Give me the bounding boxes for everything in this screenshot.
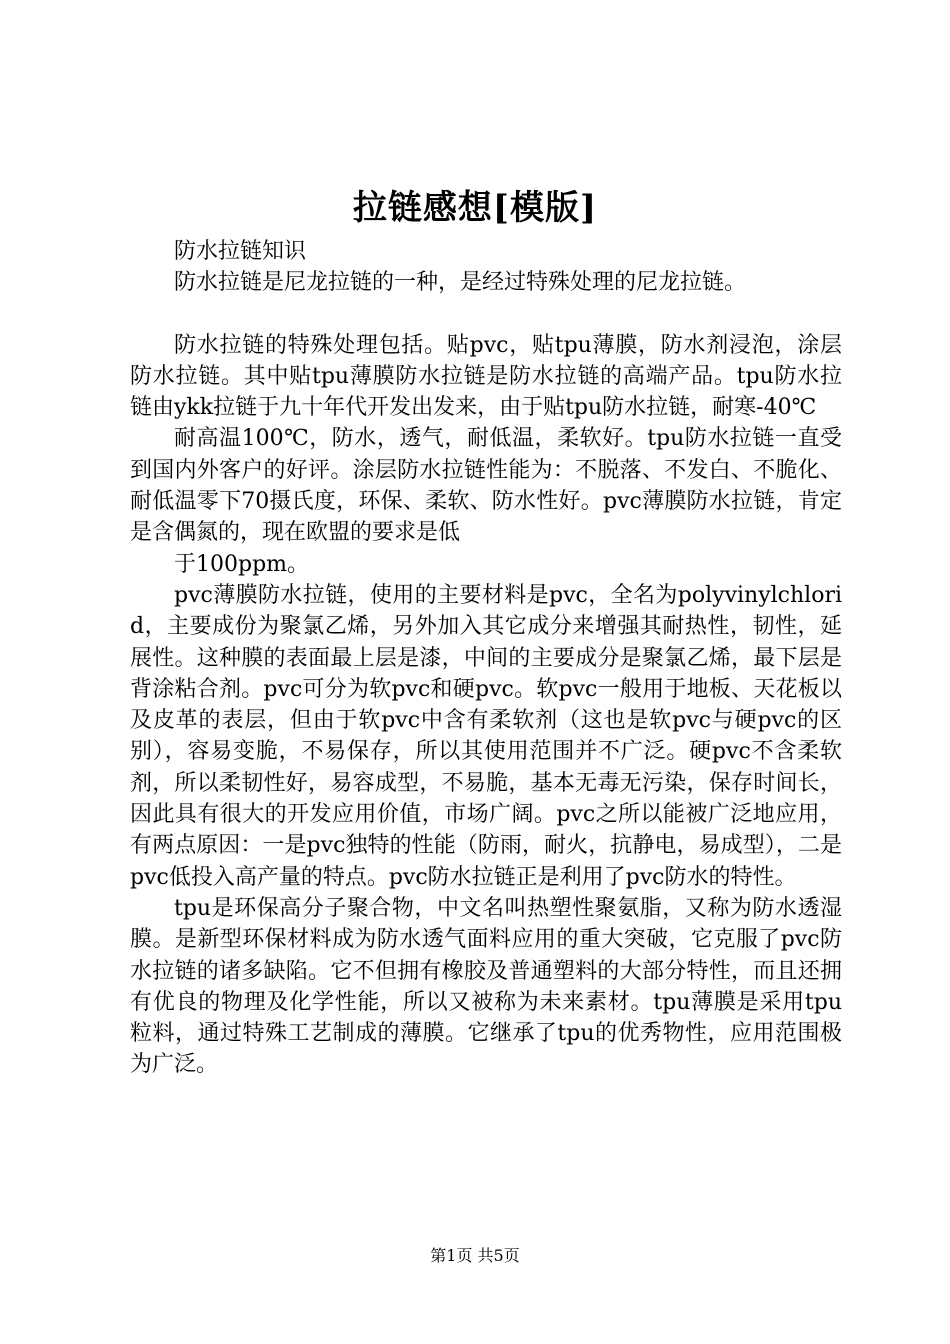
paragraph: 耐高温100℃，防水，透气，耐低温，柔软好。tpu防水拉链一直受到国内外客户的好评。涂层防水拉链性能为：不脱落、不发白、不脆化、耐低温零下70摄氏度，环保、柔软、防水性好。pvc薄膜防水拉链，肯定是含偶氮的，现在欧盟的要求是低 <box>130 426 842 546</box>
paragraph: 防水拉链是尼龙拉链的一种，是经过特殊处理的尼龙拉链。 <box>174 270 747 296</box>
page-title: 拉链感想[模版] <box>352 188 598 228</box>
paragraph: 防水拉链的特殊处理包括。贴pvc，贴tpu薄膜，防水剂浸泡，涂层防水拉链。其中贴tpu薄膜防水拉链是防水拉链的高端产品。tpu防水拉链由ykk拉链于九十年代开发出发来，由于贴tpu防水拉链，耐寒-40℃ <box>130 332 842 421</box>
paragraph: 于100ppm。 <box>174 551 310 577</box>
document-body <box>130 236 842 1081</box>
paragraph: pvc薄膜防水拉链，使用的主要材料是pvc，全名为polyvinylchlorid，主要成份为聚氯乙烯，另外加入其它成分来增强其耐热性，韧性，延展性。这种膜的表面最上层是漆，中间的主要成分是聚氯乙烯，最下层是背涂粘合剂。pvc可分为软pvc和硬pvc。软pvc一般用于地板、天花板以及皮革的表层，但由于软pvc中含有柔软剂（这也是软pvc与硬pvc的区别），容易变脆，不易保存，所以其使用范围并不广泛。硬pvc不含柔软剂，所以柔韧性好，易容成型，不易脆，基本无毒无污染，保存时间长，因此具有很大的开发应用价值，市场广阔。pvc之所以能被广泛地应用，有两点原因：一是pvc独特的性能（防雨，耐火，抗静电，易成型），二是pvc低投入高产量的特点。pvc防水拉链正是利用了pvc防水的特性。 <box>130 582 842 890</box>
page-number-footer: 第1页 共5页 <box>430 1246 520 1265</box>
paragraph: tpu是环保高分子聚合物，中文名叫热塑性聚氨脂，又称为防水透湿膜。是新型环保材料成为防水透气面料应用的重大突破，它克服了pvc防水拉链的诸多缺陷。它不但拥有橡胶及普通塑料的大部分特性，而且还拥有优良的物理及化学性能，所以又被称为未来素材。tpu薄膜是采用tpu粒料，通过特殊工艺制成的薄膜。它继承了tpu的优秀物性，应用范围极为广泛。 <box>130 895 842 1078</box>
paragraph-heading: 防水拉链知识 <box>174 239 307 264</box>
